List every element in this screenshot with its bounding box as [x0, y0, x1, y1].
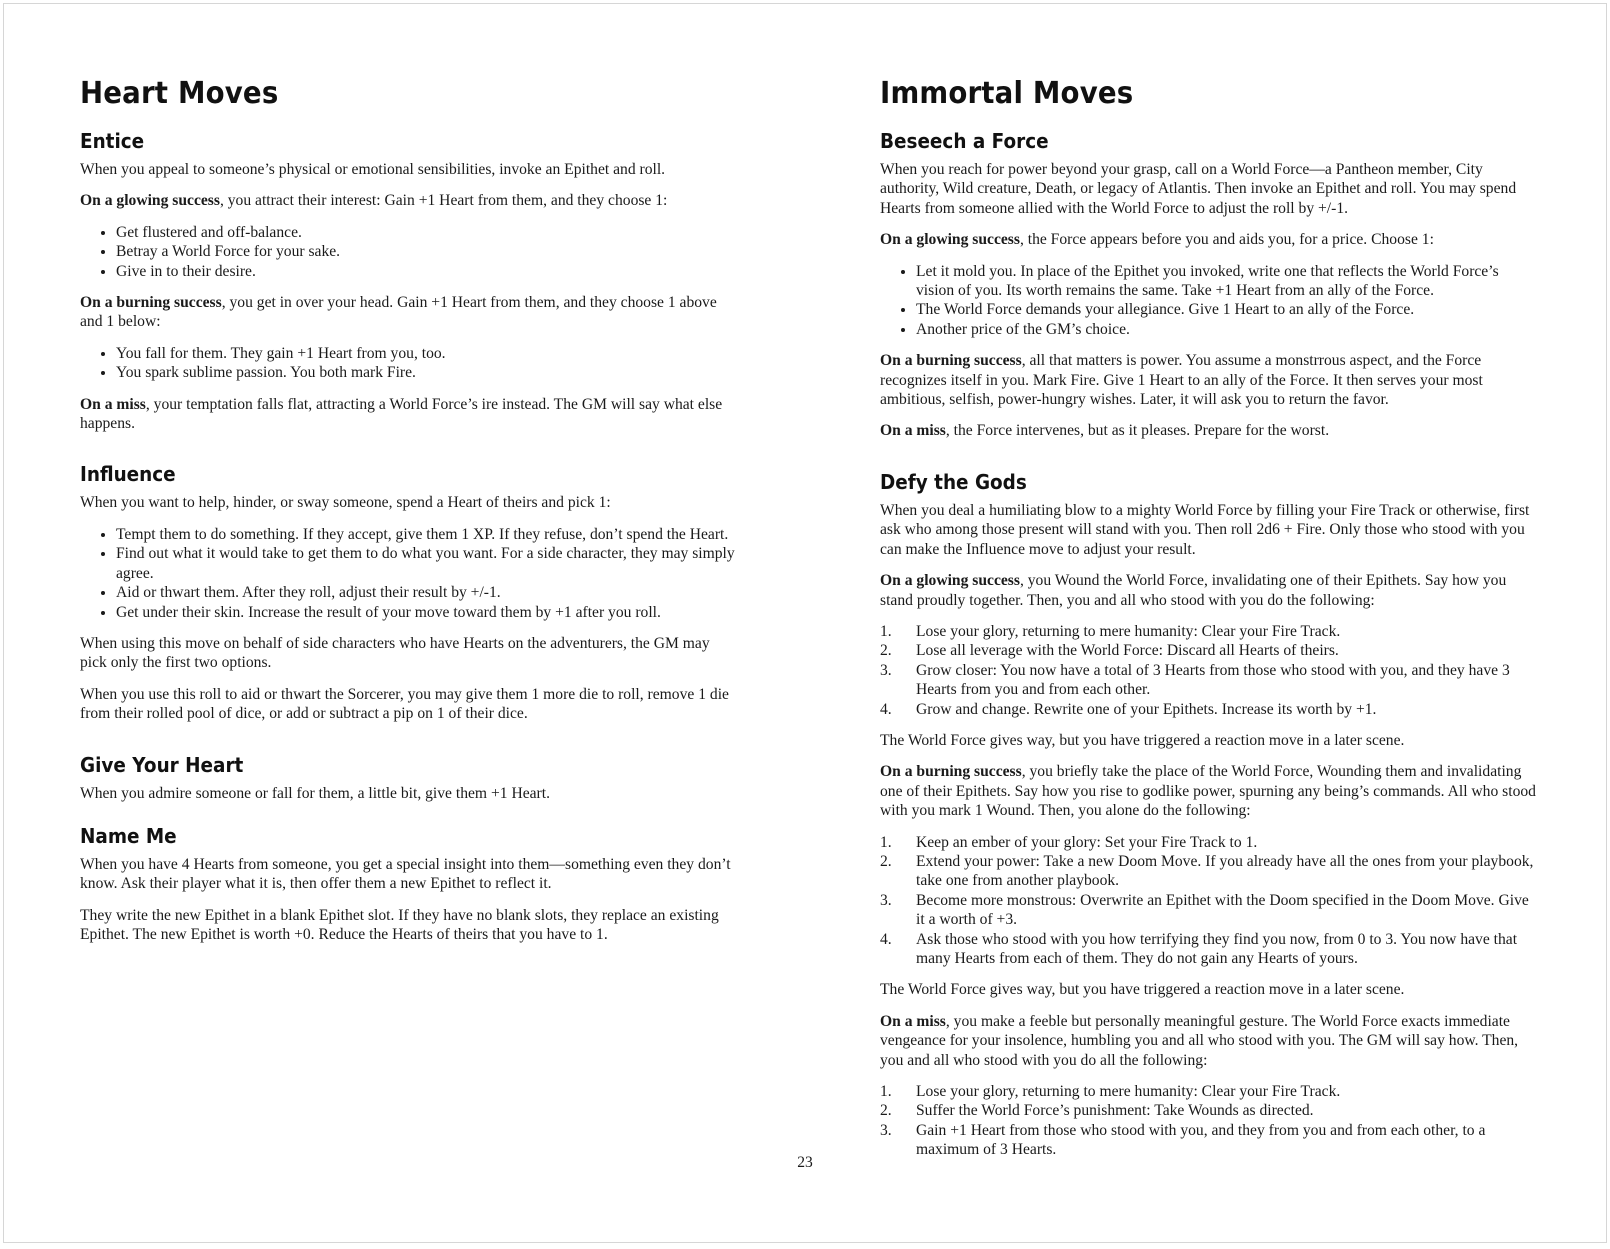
entice-intro: When you appeal to someone’s physical or emotional sensibilities, invoke an Epithet and roll.: [80, 161, 666, 178]
list-item: • Get under their skin. Increase the result of your move toward them by +1 after you roll.: [116, 603, 738, 622]
influence-section: [80, 461, 738, 723]
list-item: Suffer the World Force’s punishment: Take Wounds as directed.: [916, 1102, 1314, 1120]
give-heart-section: [80, 752, 738, 803]
influence-list: [80, 525, 738, 622]
burning-label: On a burning success: [880, 763, 1022, 781]
defy-intro: When you deal a humiliating blow to a mighty World Force by filling your Fire Track or otherwise, first ask who among those present will stand with you. Then roll 2d6 + Fire. Only those who stood with you can make the Influence move to adjust your result.: [880, 501, 1530, 558]
immortal-moves-title: Immortal Moves: [880, 76, 1134, 111]
miss-label: On a miss: [880, 1012, 946, 1030]
entice-section: [80, 128, 738, 433]
glowing-label: On a glowing success: [880, 572, 1020, 590]
name-me-section: [80, 823, 738, 945]
miss-text: , you make a feeble but personally meaningful gesture. The World Force exacts immediate vengeance for your insolence, humbling you and all who stood with you. The GM will say how. Then, you and all who stood with you do all the following:: [880, 1012, 1519, 1069]
heart-moves-title: Heart Moves: [80, 76, 279, 111]
defy-burning-after: The World Force gives way, but you have triggered a reaction move in a later scene.: [880, 981, 1405, 999]
list-item: • Aid or thwart them. After they roll, adjust their result by +/-1.: [116, 583, 738, 602]
beseech-section: [880, 128, 1540, 441]
list-item: • You fall for them. They gain +1 Heart from you, too.: [116, 344, 738, 363]
entice-burning: [80, 293, 738, 332]
burning-text: , you get in over your head. Gain +1 Heart from them, and they choose 1 above and 1 below:: [80, 294, 717, 331]
list-item: • The World Force demands your allegiance. Give 1 Heart to an ally of the Force.: [916, 300, 1540, 319]
defy-glowing: [880, 571, 1540, 610]
left-page: [80, 74, 738, 973]
defy-glowing-list: [880, 622, 1540, 719]
list-item: Grow closer: You now have a total of 3 Hearts from those who stood with you, and they have 3 Hearts from you and from each other.: [916, 661, 1510, 699]
miss-text: , your temptation falls flat, attracting a World Force’s ire instead. The GM will say what else happens.: [80, 395, 723, 433]
influence-heading: Influence: [80, 462, 176, 487]
book-spread: [3, 3, 1607, 1243]
list-item: Keep an ember of your glory: Set your Fire Track to 1.: [916, 833, 1258, 851]
list-item: Ask those who stood with you how terrifying they find you now, from 0 to 3. You now have that many Hearts from each of them. They do not gain any Hearts of yours.: [916, 930, 1518, 967]
defy-miss-list: [880, 1082, 1540, 1160]
beseech-heading: Beseech a Force: [880, 129, 1049, 153]
burning-text: , all that matters is power. You assume a monstrrous aspect, and the Force recognizes itself in you. Mark Fire. Give 1 Heart to an ally of the Force. It then serves your most ambitious, selfish, power-hungry wishes. Later, it will ask you to return the favor.: [880, 352, 1483, 409]
list-item: • Get flustered and off-balance.: [116, 223, 738, 242]
list-item: • You spark sublime passion. You both mark Fire.: [116, 363, 738, 382]
page-number: 23: [797, 1154, 813, 1171]
glowing-text: , you Wound the World Force, invalidating one of their Epithets. Say how you stand proudly together. Then, you and all who stood with you do the following:: [880, 572, 1507, 609]
beseech-glowing-list: [880, 262, 1540, 340]
list-item: • Tempt them to do something. If they accept, give them 1 XP. If they refuse, don’t spend the Heart.: [116, 525, 738, 544]
beseech-burning: [880, 351, 1540, 409]
list-item: • Give in to their desire.: [116, 262, 738, 281]
list-item: Become more monstrous: Overwrite an Epithet with the Doom specified in the Doom Move. Give it a worth of +3.: [916, 891, 1529, 929]
list-item: • Let it mold you. In place of the Epithet you invoked, write one that reflects the World Force’s vision of you. Its worth remains the same. Take +1 Heart from an ally of the Force.: [916, 262, 1540, 301]
give-heart-text: When you admire someone or fall for them, a little bit, give them +1 Heart.: [80, 784, 550, 802]
defy-glowing-after: The World Force gives way, but you have triggered a reaction move in a later scene.: [880, 731, 1405, 749]
burning-label: On a burning success: [80, 294, 222, 312]
influence-intro: When you want to help, hinder, or sway someone, spend a Heart of theirs and pick 1:: [80, 494, 611, 512]
beseech-glowing: [880, 230, 1540, 249]
miss-label: On a miss: [80, 395, 146, 413]
entice-glowing-list: [80, 223, 738, 281]
defy-section: [880, 469, 1540, 1160]
burning-text: , you briefly take the place of the World Force, Wounding them and invalidating one of their Epithets. Say how you rise to godlike power, spurning any being’s commands. All who stood with you mark 1 Wound. Then, you alone do the following:: [880, 763, 1536, 820]
entice-heading: Entice: [80, 129, 145, 153]
beseech-intro: When you reach for power beyond your grasp, call on a World Force—a Pantheon member, City authority, Wild creature, Death, or legacy of Atlantis. Then invoke an Epithet and roll. You may spend Hearts from someone allied with the World Force to adjust the roll by +/-1.: [880, 161, 1517, 217]
list-item: Lose your glory, returning to mere humanity: Clear your Fire Track.: [916, 1083, 1341, 1101]
list-item: Extend your power: Take a new Doom Move. If you already have all the ones from your playbook, take one from another playbook.: [916, 852, 1534, 890]
glowing-label: On a glowing success: [80, 192, 220, 210]
name-me-heading: Name Me: [80, 823, 177, 848]
defy-burning-list: [880, 833, 1540, 969]
list-item: Lose all leverage with the World Force: Discard all Hearts of theirs.: [916, 642, 1339, 660]
miss-text: , the Force intervenes, but as it pleases. Prepare for the worst.: [945, 422, 1330, 440]
defy-miss: [880, 1012, 1540, 1070]
name-me-para-1: When you have 4 Hearts from someone, you get a special insight into them—something even they don’t know. Ask their player what it is, then offer them a new Epithet to reflect it.: [80, 855, 731, 893]
list-item: Grow and change. Rewrite one of your Epithets. Increase its worth by +1.: [916, 700, 1377, 718]
glowing-text: , you attract their interest: Gain +1 Heart from them, and they choose 1:: [219, 192, 668, 210]
beseech-miss: [880, 421, 1540, 440]
entice-burning-list: [80, 344, 738, 383]
entice-miss: [80, 395, 738, 434]
glowing-label: On a glowing success: [880, 231, 1020, 249]
give-heart-heading: Give Your Heart: [80, 752, 244, 777]
name-me-para-2: They write the new Epithet in a blank Epithet slot. If they have no blank slots, they replace an existing Epithet. The new Epithet is worth +0. Reduce the Hearts of theirs that you have to 1.: [80, 906, 719, 944]
list-item: • Betray a World Force for your sake.: [116, 242, 738, 261]
defy-burning: [880, 762, 1540, 820]
list-item: Gain +1 Heart from those who stood with you, and they from you and from each other, to a maximum of 3 Hearts.: [916, 1121, 1486, 1159]
influence-para-2: When you use this roll to aid or thwart the Sorcerer, you may give them 1 more die to roll, remove 1 die from their rolled pool of dice, or add or subtract a pip on 1 of their dice.: [80, 685, 729, 723]
list-item: • Another price of the GM’s choice.: [916, 320, 1540, 339]
miss-label: On a miss: [880, 422, 946, 440]
right-page: [880, 74, 1540, 1188]
defy-heading: Defy the Gods: [880, 469, 1027, 494]
glowing-text: , the Force appears before you and aids you, for a price. Choose 1:: [1019, 231, 1434, 249]
list-item: Lose your glory, returning to mere humanity: Clear your Fire Track.: [916, 622, 1341, 640]
list-item: • Find out what it would take to get them to do what you want. For a side character, they may simply agree.: [116, 544, 738, 583]
influence-para-1: When using this move on behalf of side characters who have Hearts on the adventurers, the GM may pick only the first two options.: [80, 634, 710, 672]
burning-label: On a burning success: [880, 352, 1022, 370]
entice-glowing: [80, 191, 738, 210]
